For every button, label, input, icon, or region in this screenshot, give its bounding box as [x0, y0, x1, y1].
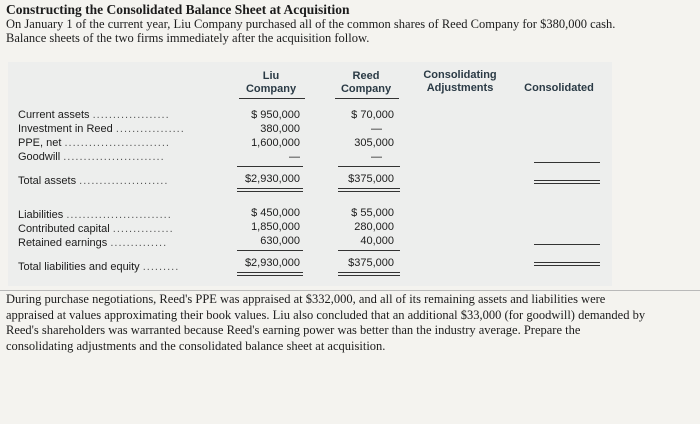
balance-sheet-table: [8, 62, 612, 286]
header-liu-rule: [239, 98, 305, 99]
reed-equity-subtotal-rule: [338, 250, 400, 251]
header-reed-line2: Company: [340, 83, 392, 95]
row-label-ppe: [18, 136, 223, 150]
row-label-goodwill: [18, 150, 223, 164]
liu-equity-subtotal-rule: [237, 250, 303, 251]
liu-equity-total-rule: [237, 272, 303, 276]
reed-assets-subtotal-rule: [338, 166, 400, 167]
liu-retained-earnings: 630,000: [260, 235, 300, 247]
label-text: Goodwill: [18, 151, 61, 163]
leader-dots: ..........................: [64, 137, 170, 149]
liu-goodwill: —: [289, 151, 300, 163]
header-adjustments: [412, 69, 508, 95]
reed-goodwill: —: [371, 151, 382, 163]
reed-total-liabilities-equity: $375,000: [348, 257, 394, 269]
label-text: Current assets: [18, 109, 90, 121]
header-liu: [236, 70, 306, 96]
header-consolidated: Consolidated: [524, 82, 594, 94]
reed-assets-total-rule: [338, 188, 400, 192]
reed-current-assets: $ 70,000: [351, 109, 394, 121]
leader-dots: ......................: [79, 175, 169, 187]
header-liu-line2: Company: [245, 83, 297, 95]
row-label-liabilities: [18, 208, 223, 222]
liu-investment: 380,000: [260, 123, 300, 135]
problem-title: Constructing the Consolidated Balance Sheet at Acquisition: [6, 2, 350, 17]
reed-total-assets: $375,000: [348, 173, 394, 185]
liu-current-assets: $ 950,000: [251, 109, 300, 121]
row-label-total-liabilities-equity: [18, 260, 223, 274]
row-label-retained-earnings: [18, 236, 223, 250]
reed-equity-total-rule: [338, 272, 400, 276]
leader-dots: .........: [142, 261, 180, 273]
label-text: Contributed capital: [18, 223, 110, 235]
liu-ppe: 1,600,000: [251, 137, 300, 149]
problem-question: During purchase negotiations, Reed's PPE was appraised at $332,000, and all of its remaining assets and liabilities were appraised at values approximating their book values. Liu also concluded that an additional $33,000 (for goodwill) demanded by Reed's shareholders was warranted because Reed's earning power was better than the industry average. Prepare the consolidating adjustments and the consolidated balance sheet at acquisition.: [6, 292, 646, 353]
liu-assets-subtotal-rule: [237, 166, 303, 167]
leader-dots: ...................: [92, 109, 170, 121]
row-label-current-assets: [18, 108, 223, 122]
label-text: Total liabilities and equity: [18, 261, 140, 273]
header-reed-line1: Reed: [352, 70, 380, 82]
leader-dots: ..............: [110, 237, 168, 249]
label-text: PPE, net: [18, 137, 62, 149]
reed-ppe: 305,000: [354, 137, 394, 149]
row-label-total-assets: [18, 174, 223, 188]
leader-dots: .................: [115, 123, 185, 135]
leader-dots: .........................: [63, 151, 165, 163]
consolidated-equity-total-rule: [534, 262, 600, 266]
reed-liabilities: $ 55,000: [351, 207, 394, 219]
liu-assets-total-rule: [237, 188, 303, 192]
liu-total-assets: $2,930,000: [244, 173, 300, 185]
leader-dots: ..........................: [66, 209, 172, 221]
header-liu-line1: Liu: [262, 70, 280, 82]
label-text: Total assets: [18, 175, 77, 187]
problem-intro: On January 1 of the current year, Liu Company purchased all of the common shares of Reed Company for $380,000 cash. Balance sheets of the two firms immediately after the acquisition follow.: [6, 17, 616, 45]
header-adjustments-line1: Consolidating: [423, 69, 497, 81]
row-label-investment: [18, 122, 223, 136]
consolidated-assets-total-rule: [534, 180, 600, 184]
header-reed: [332, 70, 400, 96]
liu-liabilities: $ 450,000: [251, 207, 300, 219]
divider: [0, 290, 700, 291]
reed-contributed-capital: 280,000: [354, 221, 394, 233]
consolidated-assets-subtotal-rule: [534, 162, 600, 163]
liu-contributed-capital: 1,850,000: [251, 221, 300, 233]
row-label-contributed-capital: [18, 222, 223, 236]
label-text: Investment in Reed: [18, 123, 113, 135]
liu-total-liabilities-equity: $2,930,000: [244, 257, 300, 269]
label-text: Retained earnings: [18, 237, 108, 249]
reed-retained-earnings: 40,000: [360, 235, 394, 247]
header-adjustments-line2: Adjustments: [426, 82, 494, 94]
label-text: Liabilities: [18, 209, 64, 221]
leader-dots: ...............: [112, 223, 174, 235]
reed-investment: —: [371, 123, 382, 135]
consolidated-equity-subtotal-rule: [534, 244, 600, 245]
header-reed-rule: [335, 98, 399, 99]
